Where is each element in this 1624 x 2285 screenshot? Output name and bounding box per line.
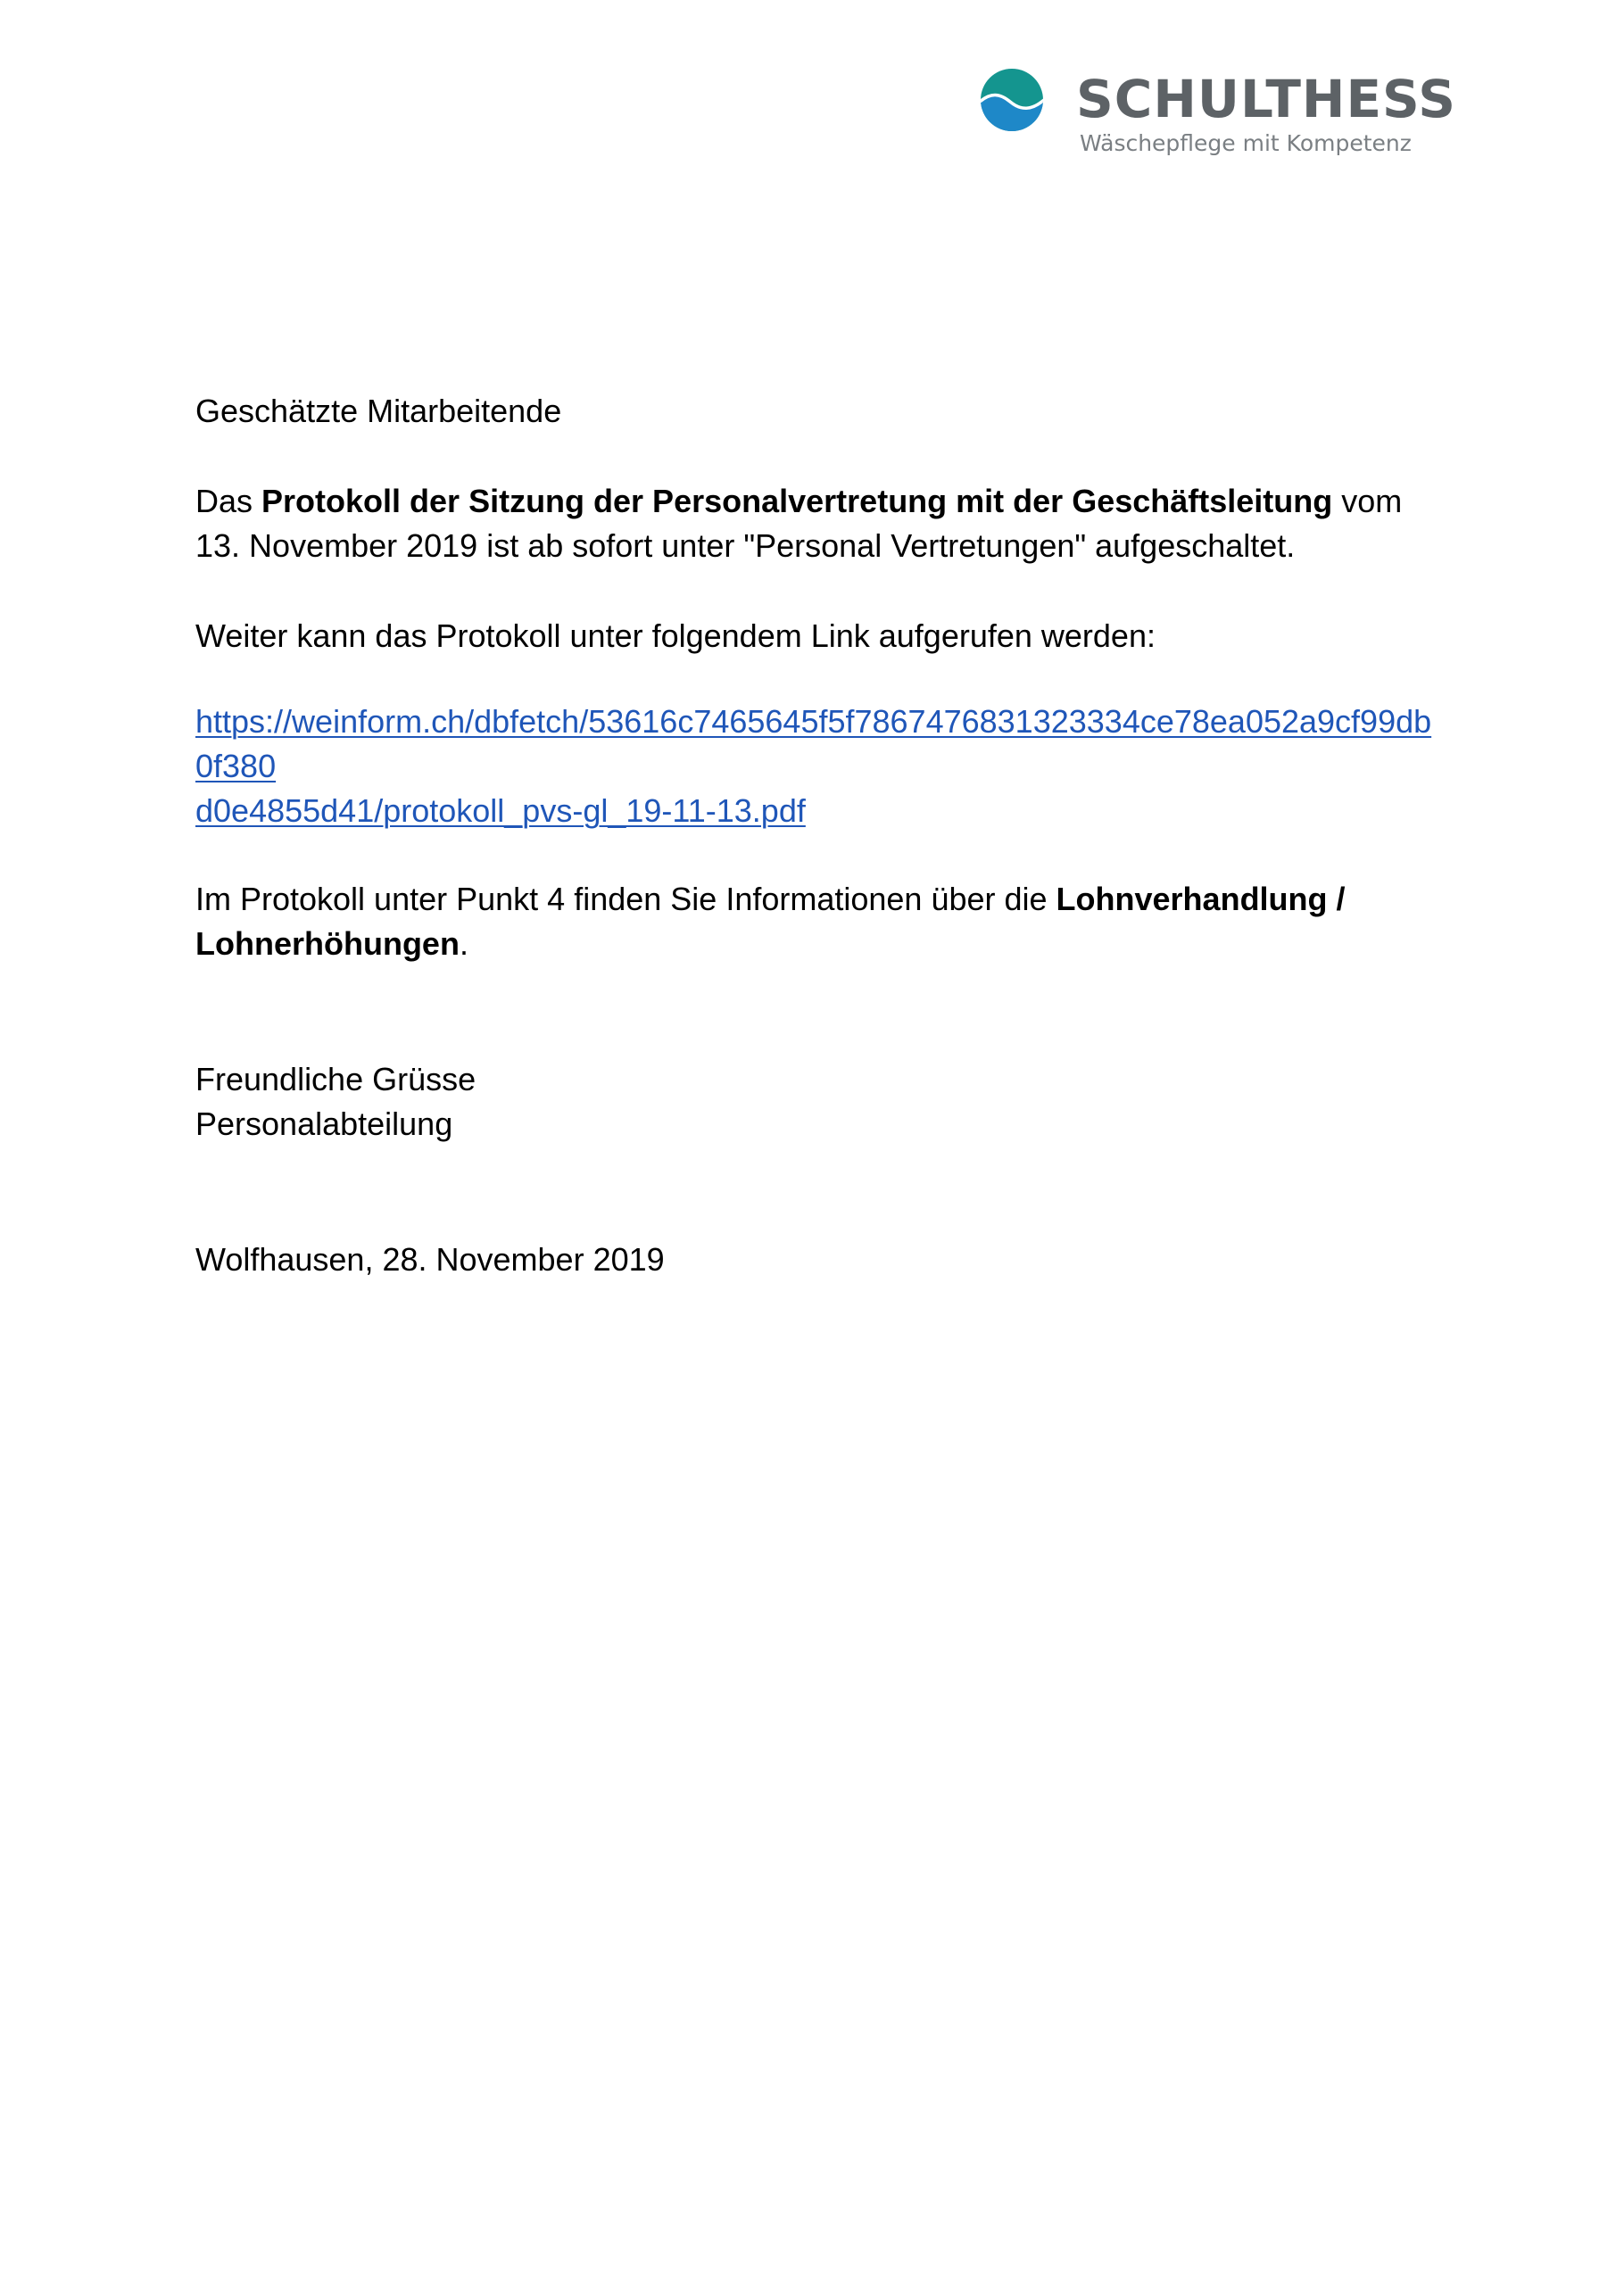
intro-suffix: vom 13. November 2019 ist ab sofort unter "Personal Vertretungen" aufgeschaltet.	[195, 483, 1403, 564]
letter-body	[195, 389, 1445, 1282]
wave-circle-logo-icon	[980, 68, 1044, 132]
closing-block	[195, 1057, 1445, 1147]
info-paragraph	[195, 877, 1445, 966]
intro-paragraph	[195, 479, 1445, 568]
info-prefix: Im Protokoll unter Punkt 4 finden Sie Informationen über die	[195, 881, 1056, 917]
company-logo	[980, 68, 1515, 166]
closing-department: Personalabteilung	[195, 1105, 453, 1142]
intro-bold-title: Protokoll der Sitzung der Personalvertretung mit der Geschäftsleitung	[261, 483, 1333, 519]
logo-tagline: Wäschepflege mit Kompetenz	[1080, 130, 1412, 156]
logo-wordmark: SCHULTHESS	[1076, 69, 1456, 129]
link-paragraph	[195, 700, 1445, 833]
intro-prefix: Das	[195, 483, 262, 519]
salutation: Geschätzte Mitarbeitende	[195, 393, 562, 429]
protocol-link[interactable]	[195, 700, 1445, 833]
info-suffix: .	[459, 925, 468, 962]
protocol-link-line1: https://weinform.ch/dbfetch/53616c7465645f5f7867476831323334ce78ea052a9cf99db0f380	[195, 703, 1432, 784]
place-date: Wolfhausen, 28. November 2019	[195, 1241, 665, 1278]
info-bold-line2: Lohnerhöhungen	[195, 925, 460, 962]
closing-greeting: Freundliche Grüsse	[195, 1061, 476, 1097]
protocol-link-line2: d0e4855d41/protokoll_pvs-gl_19-11-13.pdf	[195, 792, 806, 829]
info-bold-line1: Lohnverhandlung /	[1056, 881, 1346, 917]
link-intro-text: Weiter kann das Protokoll unter folgendem Link aufgerufen werden:	[195, 617, 1156, 654]
